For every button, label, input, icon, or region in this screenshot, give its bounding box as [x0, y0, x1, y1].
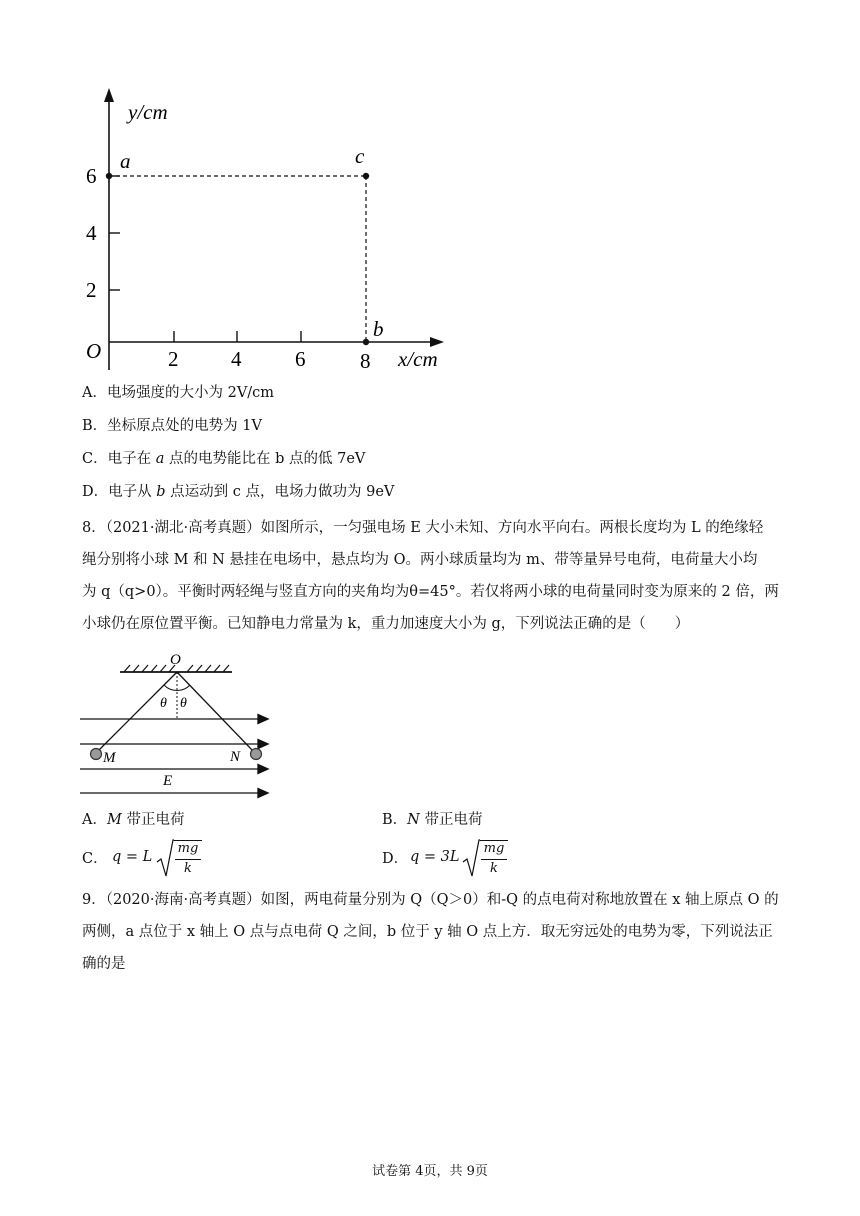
point-c — [363, 173, 369, 179]
ball-n-label: N — [230, 749, 241, 765]
question-source: （2020·海南·高考真题） — [105, 892, 261, 908]
q9-line-1 — [82, 884, 812, 916]
theta-label-right: θ — [180, 696, 187, 711]
point-b — [363, 339, 369, 345]
x-tick-label: 6 — [295, 347, 306, 371]
option-text-post: 点运动到 c 点，电场力做功为 9eV — [165, 484, 395, 500]
q9-line-2: 两侧，a 点位于 x 轴上 O 点与点电荷 Q 之间，b 位于 y 轴 O 点上方．取无穷远处的电势为零，下列说法正 — [82, 924, 773, 940]
formula-lhs: q = 3L — [410, 849, 460, 865]
coordinate-figure — [70, 80, 460, 380]
question-text: 如图，两电荷量分别为 Q（Q＞0）和-Q 的点电荷对称地放置在 x 轴上原点 O 的 — [260, 892, 779, 908]
point-c-label: c — [355, 144, 365, 168]
origin-label: O — [86, 339, 102, 363]
question-text: 如图所示，一匀强电场 E 大小未知、方向水平向右。两根长度均为 L 的绝缘轻 — [260, 520, 764, 536]
option-text: 带正电荷 — [419, 812, 483, 828]
q7-option-b — [82, 416, 262, 436]
q8-line-2: 绳分别将小球 M 和 N 悬挂在电场中，悬点均为 O。两小球质量均为 m、带等量异号电荷，电荷量大小均 — [82, 552, 758, 568]
option-letter: D． — [382, 851, 409, 867]
option-letter: C． — [82, 451, 108, 467]
option-var: M — [106, 812, 122, 828]
point-b-label: b — [373, 317, 384, 341]
option-letter: C． — [82, 851, 108, 867]
x-tick-label: 2 — [168, 347, 179, 371]
string-n — [177, 672, 255, 753]
q7-option-c — [82, 449, 365, 469]
radical-sign — [156, 838, 174, 880]
radical-sign — [462, 838, 480, 880]
q8-option-b — [382, 810, 482, 830]
ball-m — [91, 749, 102, 760]
q7-option-d — [82, 482, 394, 502]
option-text: 电场强度的大小为 2V/cm — [106, 385, 275, 401]
question-number: 9． — [82, 892, 106, 908]
point-a — [106, 173, 112, 179]
option-var: N — [407, 812, 420, 828]
fraction-numerator: mg — [483, 841, 505, 856]
theta-label-left: θ — [160, 696, 167, 711]
option-var: b — [156, 484, 166, 500]
pivot-label: O — [170, 652, 181, 668]
q9-stem — [82, 884, 812, 980]
x-tick-label: 4 — [231, 347, 242, 371]
option-letter: B． — [382, 812, 408, 828]
q8-line-3: 为 q（q>0）。平衡时两轻绳与竖直方向的夹角均为θ=45°。若仅将两小球的电荷量同时变为原来的 2 倍，两 — [82, 584, 779, 600]
y-tick-label: 4 — [86, 221, 97, 245]
page-footer: 试卷第 4页，共 9页 — [372, 1164, 488, 1179]
y-axis-label: y/cm — [128, 100, 168, 124]
q8-stem — [82, 512, 812, 640]
option-letter: B． — [82, 418, 108, 434]
q9-line-3: 确的是 — [82, 956, 126, 972]
question-number: 8． — [82, 520, 106, 536]
formula-lhs: q = L — [112, 849, 153, 865]
q7-option-a — [82, 383, 274, 403]
q8-option-a — [82, 810, 184, 830]
fraction-denominator: k — [184, 861, 192, 876]
y-tick-label: 6 — [86, 164, 97, 188]
option-var: a — [155, 451, 165, 467]
option-text-post: 点的电势能比在 b 点的低 7eV — [164, 451, 366, 467]
field-label: E — [163, 773, 173, 789]
ball-m-label: M — [103, 750, 116, 766]
q8-line-1 — [82, 512, 812, 544]
option-letter: A． — [82, 812, 107, 828]
option-letter: A． — [82, 385, 107, 401]
q8-option-c — [82, 849, 108, 869]
string-m — [96, 672, 177, 753]
x-axis-label: x/cm — [398, 347, 438, 371]
fraction-denominator: k — [490, 861, 498, 876]
option-text-pre: 电子在 — [107, 451, 156, 467]
q8-line-4: 小球仍在原位置平衡。已知静电力常量为 k，重力加速度大小为 g，下列说法正确的是（ ） — [82, 616, 690, 632]
question-source: （2021·湖北·高考真题） — [105, 520, 261, 536]
y-tick-label: 2 — [86, 278, 97, 302]
option-text: 带正电荷 — [121, 812, 185, 828]
q8-option-d — [382, 849, 408, 869]
option-text-pre: 电子从 — [108, 484, 157, 500]
ball-n — [251, 749, 262, 760]
x-tick-label: 8 — [360, 349, 371, 373]
fraction-numerator: mg — [177, 841, 199, 856]
option-text: 坐标原点处的电势为 1V — [107, 418, 262, 434]
option-letter: D． — [82, 484, 109, 500]
point-a-label: a — [120, 149, 131, 173]
x-axis-arrow — [430, 337, 444, 347]
y-axis-arrow — [104, 88, 114, 102]
pendulum-field-figure — [80, 648, 280, 802]
